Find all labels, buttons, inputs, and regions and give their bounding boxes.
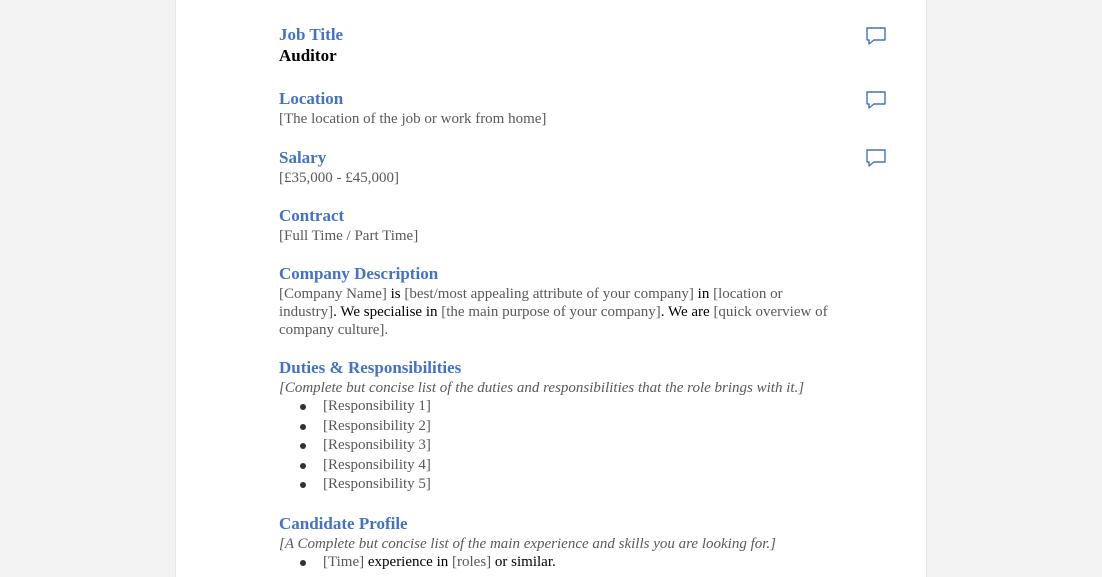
roles-placeholder: [roles] (452, 554, 492, 570)
list-item-text: experience in (364, 554, 452, 570)
company-description[interactable] (279, 285, 829, 339)
company-name-placeholder: [Company Name] (279, 286, 387, 302)
company-attribute-placeholder: [best/most appealing attribute of your company] (404, 286, 694, 302)
bullet-icon (300, 404, 306, 410)
list-item-text: [Responsibility 5] (323, 476, 431, 492)
company-section (279, 263, 829, 339)
company-text: . We specialise in (333, 304, 442, 320)
duties-heading: Duties & Responsibilities (279, 358, 462, 377)
duties-section (279, 357, 804, 495)
company-location-placeholder: [location or industry] (279, 286, 783, 320)
list-item[interactable] (279, 475, 804, 495)
candidate-section (279, 513, 776, 573)
company-text: . We are (660, 304, 714, 320)
comment-icon[interactable] (865, 90, 887, 110)
bullet-icon (300, 424, 306, 430)
salary-section (279, 147, 399, 187)
list-item[interactable] (279, 436, 804, 456)
job-title-section (279, 24, 343, 66)
location-heading: Location (279, 89, 344, 108)
bullet-icon (300, 560, 306, 566)
company-heading: Company Description (279, 264, 439, 283)
job-title-heading: Job Title (279, 25, 344, 44)
duties-list (279, 397, 804, 495)
candidate-heading: Candidate Profile (279, 514, 408, 533)
bullet-icon (300, 482, 306, 488)
salary-heading: Salary (279, 148, 327, 167)
bullet-icon (300, 463, 306, 469)
contract-section (279, 205, 418, 245)
company-text: is (386, 286, 405, 302)
contract-heading: Contract (279, 206, 345, 225)
job-title-value[interactable]: Auditor (279, 46, 337, 65)
list-item-text: [Responsibility 2] (323, 417, 431, 434)
comment-icon[interactable] (865, 148, 887, 168)
list-item-text: [Responsibility 4] (323, 456, 431, 473)
candidate-list (279, 553, 776, 573)
location-value[interactable]: [The location of the job or work from home] (279, 111, 547, 127)
duties-intro[interactable]: [Complete but concise list of the duties and responsibilities that the role brings with it.] (279, 380, 805, 396)
list-item[interactable] (279, 397, 804, 417)
list-item[interactable] (279, 456, 804, 476)
candidate-intro[interactable]: [A Complete but concise list of the main experience and skills you are looking for.] (279, 536, 776, 552)
contract-value[interactable]: [Full Time / Part Time] (279, 228, 419, 244)
company-culture-placeholder: [quick overview of company culture] (279, 304, 828, 338)
list-item-text: [Responsibility 3] (323, 437, 431, 453)
list-item-text: or similar. (491, 554, 556, 570)
company-text: . (384, 322, 389, 338)
document-page (176, 0, 926, 577)
comment-icon[interactable] (865, 26, 887, 46)
company-purpose-placeholder: [the main purpose of your company] (441, 304, 661, 320)
list-item[interactable] (279, 553, 776, 573)
salary-value[interactable]: [£35,000 - £45,000] (279, 170, 399, 186)
company-text: in (693, 286, 714, 302)
time-placeholder: [Time] (323, 554, 365, 570)
location-section (279, 88, 546, 128)
list-item[interactable] (279, 417, 804, 437)
bullet-icon (300, 443, 306, 449)
list-item-text: [Responsibility 1] (323, 398, 431, 414)
